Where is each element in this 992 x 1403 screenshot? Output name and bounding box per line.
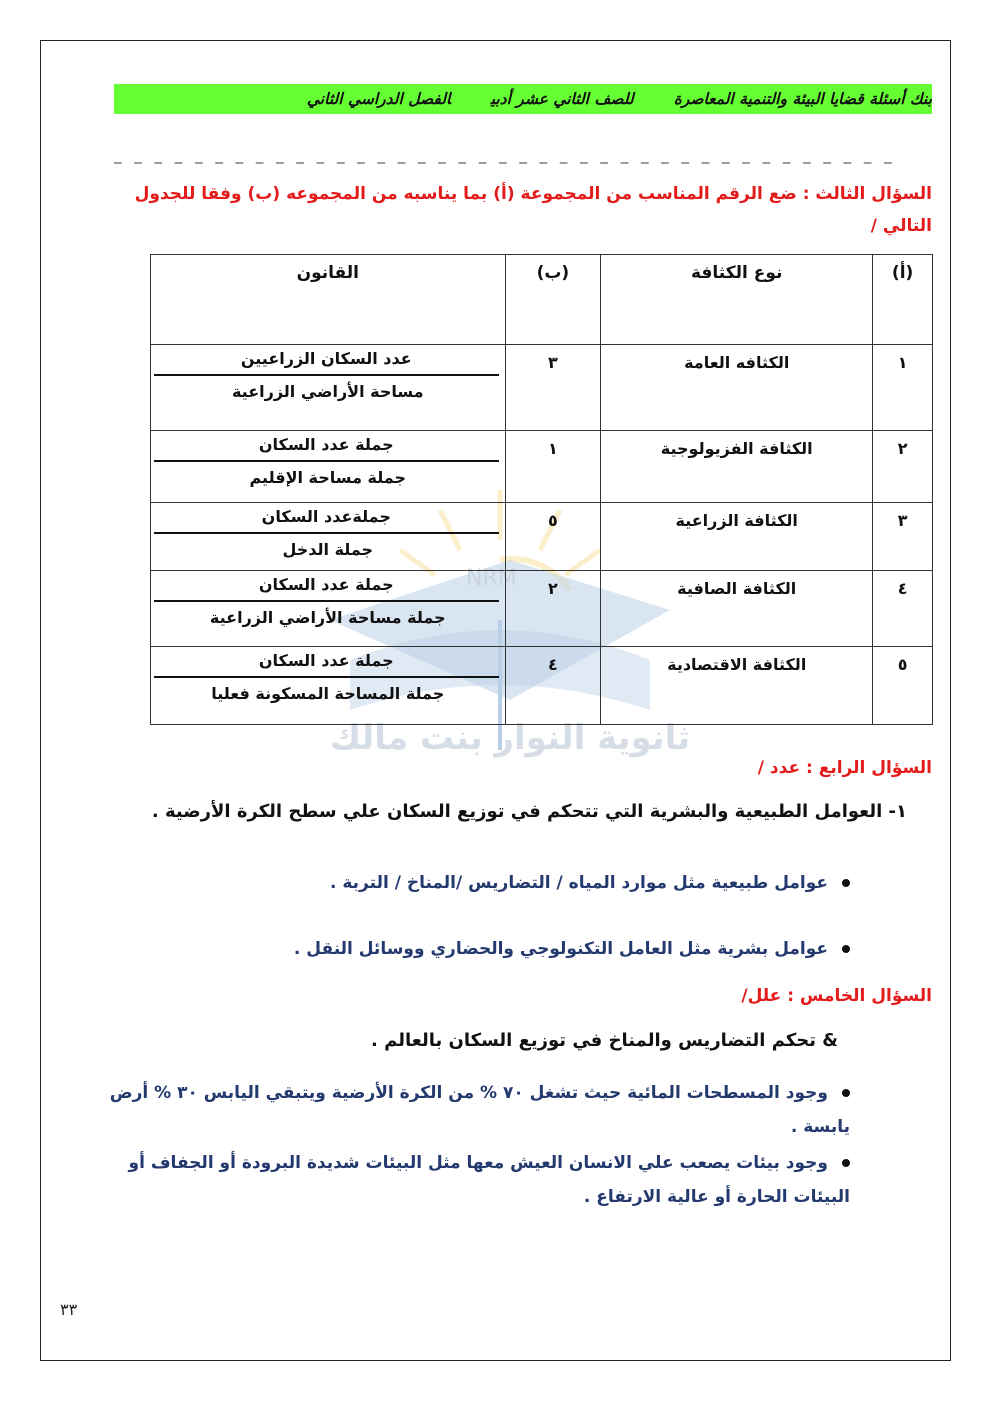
bullet-text: وجود المسطحات المائية حيث تشغل ٧٠ % من الكرة الأرضية ويتبقي اليابس ٣٠ % أرض يابسة . (109, 1083, 850, 1137)
list-item (80, 1076, 850, 1144)
question-3-title: السؤال الثالث : ضع الرقم المناسب من المجموعة (أ) بما يناسبه من المجموعه (ب) وفقا للجدول التالي / (134, 184, 932, 236)
law-numerator: جملةعدد السكان (154, 503, 499, 534)
bullet-text: عوامل طبيعية مثل موارد المياه / التضاريس /المناخ / التربة . (329, 873, 828, 893)
bullet-text: عوامل بشرية مثل العامل التكنولوجي والحضاري ووسائل النقل . (293, 939, 828, 959)
law-cell (151, 345, 506, 431)
bullet-dot-icon (842, 1159, 850, 1167)
bullet-text: وجود بيئات يصعب علي الانسان العيش معها مثل البيئات شديدة البرودة أو الجفاف أو البيئات الحارة أو عالية الارتفاع . (128, 1153, 850, 1207)
match-answer: ٤ (505, 647, 601, 725)
table-header-row (151, 255, 933, 345)
row-number: ٢ (873, 431, 933, 503)
list-item (250, 932, 850, 966)
law-cell (151, 503, 506, 571)
separator-line: _ _ _ _ _ _ _ _ _ _ _ _ _ _ _ _ _ _ _ _ _ _ _ _ _ _ _ _ _ _ _ _ _ _ _ _ _ _ _ (114, 146, 896, 164)
header-density-type: نوع الكثافة (601, 255, 873, 345)
density-type: الكثافة الفزيولوجية (601, 431, 873, 503)
table-row (151, 431, 933, 503)
row-number: ٥ (873, 647, 933, 725)
law-denominator: جملة الدخل (282, 540, 374, 559)
law-denominator: جملة مساحة الإقليم (249, 468, 407, 487)
table-row (151, 647, 933, 725)
question-5-item: & تحكم التضاريس والمناخ في توزيع السكان بالعالم . (371, 1030, 838, 1051)
header-subject: بنك أسئلة قضايا البيئة والتنمية المعاصرة (673, 90, 932, 108)
header-term: الفصل الدراسي الثاني (306, 90, 451, 108)
question-4-item: ١- العوامل الطبيعية والبشرية التي تتحكم في توزيع السكان علي سطح الكرة الأرضية . (151, 801, 907, 822)
density-type: الكثافة الصافية (601, 571, 873, 647)
law-denominator: جملة المساحة المسكونة فعليا (211, 684, 445, 703)
header-law: القانون (151, 255, 506, 345)
row-number: ٤ (873, 571, 933, 647)
matching-table (150, 254, 933, 725)
table-row (151, 345, 933, 431)
match-answer: ٣ (505, 345, 601, 431)
law-numerator: جملة عدد السكان (154, 431, 499, 462)
row-number: ١ (873, 345, 933, 431)
law-numerator: جملة عدد السكان (154, 571, 499, 602)
match-answer: ١ (505, 431, 601, 503)
law-denominator: مساحة الأراضي الزراعية (231, 382, 424, 401)
bullet-dot-icon (842, 879, 850, 887)
density-type: الكثافة الزراعية (601, 503, 873, 571)
list-item (80, 1146, 850, 1214)
density-type: الكثافة الاقتصادية (601, 647, 873, 725)
law-cell (151, 431, 506, 503)
question-4-title: السؤال الرابع : عدد / (757, 758, 932, 778)
page-number: ٣٣ (60, 1300, 78, 1319)
density-type: الكثافه العامة (601, 345, 873, 431)
bullet-dot-icon (842, 945, 850, 953)
header-a: (أ) (873, 255, 933, 345)
law-cell (151, 647, 506, 725)
header-banner (114, 84, 932, 114)
question-5-title: السؤال الخامس : علل/ (741, 986, 932, 1006)
header-grade: للصف الثاني عشر أدبي (490, 90, 634, 108)
table-row (151, 571, 933, 647)
table-row (151, 503, 933, 571)
law-numerator: جملة عدد السكان (154, 647, 499, 678)
law-cell (151, 571, 506, 647)
law-denominator: جملة مساحة الأراضي الزراعية (209, 608, 446, 627)
header-b: (ب) (505, 255, 601, 345)
match-answer: ٥ (505, 503, 601, 571)
watermark-school-name: ثانوية النوار بنت مالك (329, 718, 691, 758)
bullet-dot-icon (842, 1089, 850, 1097)
list-item (250, 866, 850, 900)
law-numerator: عدد السكان الزراعيين (154, 345, 499, 376)
row-number: ٣ (873, 503, 933, 571)
match-answer: ٢ (505, 571, 601, 647)
watermark-logo-text: NRM (466, 566, 517, 591)
